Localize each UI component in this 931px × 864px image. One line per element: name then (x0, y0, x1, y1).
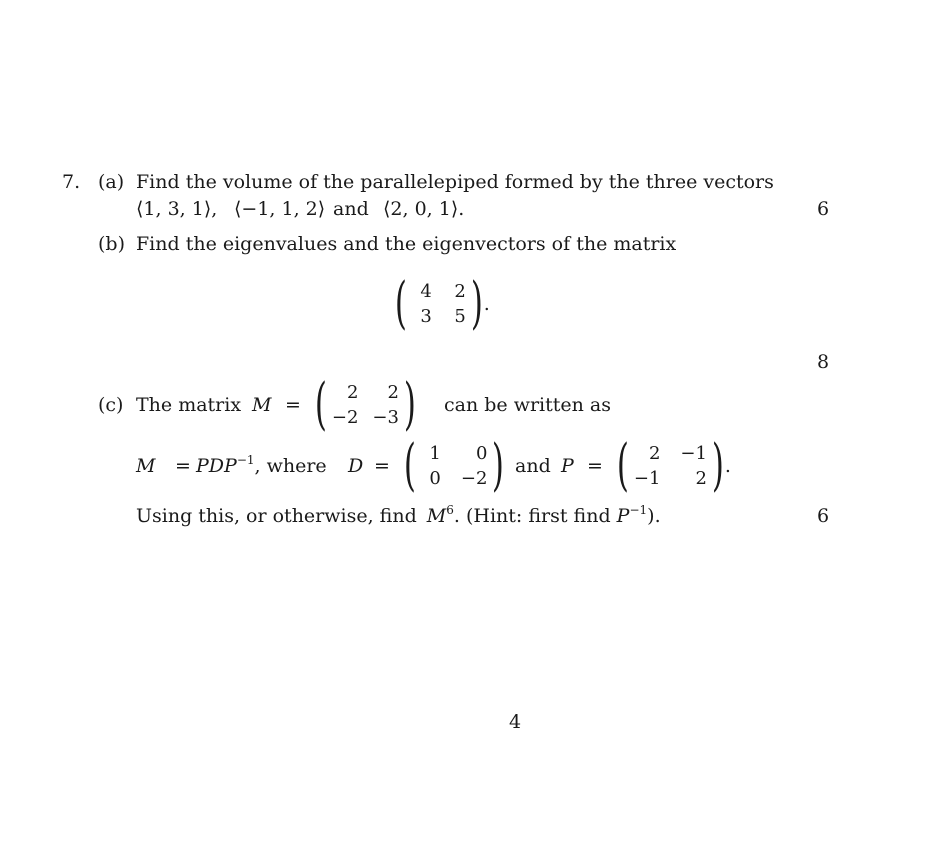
matrix-cell: 4 (420, 281, 432, 302)
and-word: and (333, 198, 369, 220)
matrix-cell: 0 (429, 468, 441, 489)
part-c-label: (c) (98, 394, 124, 416)
matrix-cell: −2 (331, 407, 359, 428)
matrix-cell: −3 (372, 407, 399, 428)
matrix-cell: 2 (454, 281, 466, 302)
matrix-cell: −2 (460, 468, 488, 489)
matrix-cell: 0 (475, 443, 488, 464)
pdp-expression (196, 453, 327, 477)
part-c-marks: 6 (817, 505, 830, 527)
P-matrix (612, 433, 731, 498)
M-power: 6 (446, 503, 454, 517)
symbol-P: P (561, 455, 574, 477)
part-b-matrix (390, 271, 490, 336)
matrix-cell: 2 (346, 382, 359, 403)
equals-sign-2: = (175, 455, 191, 477)
matrix-cell: 2 (648, 443, 661, 464)
equals-sign-4: = (587, 455, 603, 477)
where-text: , where (254, 455, 327, 477)
part-a-label: (a) (98, 171, 125, 193)
part-b-text: Find the eigenvalues and the eigenvectors of the matrix (136, 233, 677, 255)
pdp-inverse-exponent: −1 (236, 453, 255, 467)
right-paren: ) (470, 271, 483, 336)
left-paren: ( (616, 433, 629, 498)
P-inverse-exponent: −1 (629, 503, 648, 517)
left-paren: ( (403, 433, 416, 498)
vector-1: ⟨1, 3, 1⟩, (136, 198, 218, 220)
symbol-M: M (252, 394, 272, 416)
right-paren: ) (403, 372, 416, 437)
part-c-line3 (136, 503, 661, 527)
hint-end: ). (647, 505, 661, 527)
D-matrix (399, 433, 509, 498)
symbol-D: D (348, 455, 364, 477)
right-paren: ) (492, 433, 505, 498)
symbol-P-2: P (616, 505, 630, 527)
part-b-marks: 8 (817, 351, 830, 373)
matrix-cell: −1 (633, 468, 661, 489)
part-c-line1-prefix: The matrix (136, 394, 242, 416)
equals-sign: = (285, 394, 301, 416)
matrix-cell: 2 (695, 468, 707, 489)
pdp-text: PDP (196, 455, 237, 477)
matrix-cell: 5 (454, 306, 466, 327)
left-paren: ( (394, 271, 407, 336)
vector-2: ⟨−1, 1, 2⟩ (234, 198, 326, 220)
matrix-cell: −1 (680, 443, 707, 464)
matrix-cell: 3 (420, 306, 432, 327)
part-c-line1-suffix: can be written as (444, 394, 611, 416)
P-period: . (724, 455, 731, 477)
right-paren: ) (711, 433, 724, 498)
part-b-label: (b) (98, 233, 125, 255)
vector-3: ⟨2, 0, 1⟩. (383, 198, 465, 220)
left-paren: ( (314, 372, 327, 437)
hint-text: . (Hint: first find (453, 505, 611, 527)
part-a-text: Find the volume of the parallelepiped formed by the three vectors (136, 171, 774, 193)
matrix-cell: 1 (429, 443, 441, 464)
question-number: 7. (62, 171, 81, 193)
part-b-period: . (483, 293, 490, 315)
line3-prefix: Using this, or otherwise, find (136, 505, 417, 527)
symbol-M-2: M (136, 455, 156, 477)
symbol-M-3: M (426, 505, 447, 527)
page-number: 4 (509, 711, 522, 733)
and-word-2: and (515, 455, 551, 477)
M-matrix (310, 372, 421, 437)
part-a-marks: 6 (817, 198, 830, 220)
equals-sign-3: = (374, 455, 390, 477)
matrix-cell: 2 (387, 382, 399, 403)
